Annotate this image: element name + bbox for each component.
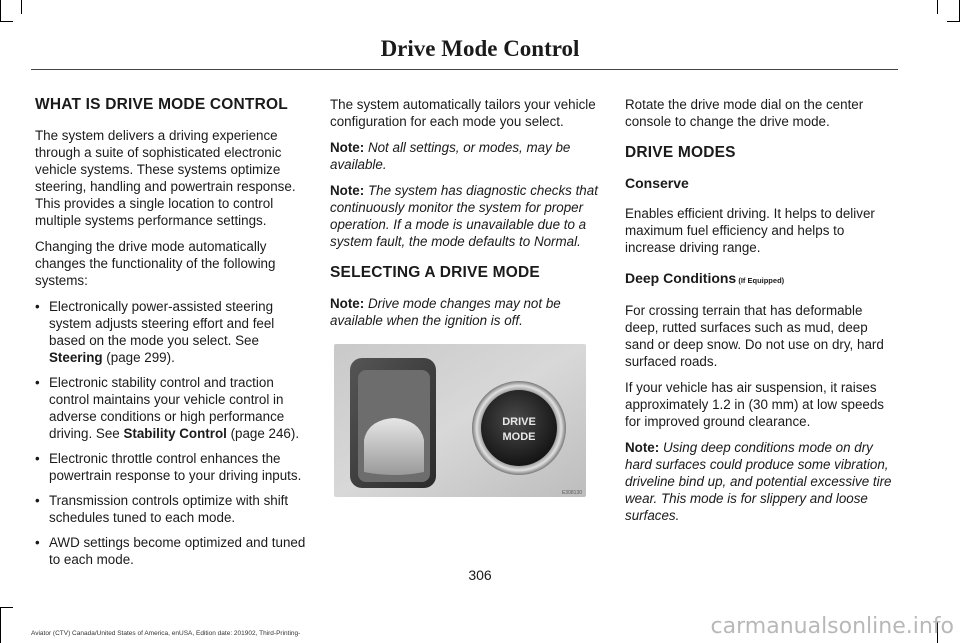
crop-mark xyxy=(947,21,960,22)
page-number: 306 xyxy=(468,567,492,583)
section-heading: WHAT IS DRIVE MODE CONTROL xyxy=(35,96,288,113)
list-item-text: Electronically power-assisted steering system adjusts steering effort and feel based on the mode you select. See xyxy=(49,299,275,348)
paragraph: Changing the drive mode automatically changes the functionality of the following systems: xyxy=(35,239,276,288)
crop-mark xyxy=(0,607,1,643)
image-code: E308130 xyxy=(561,490,582,496)
note-label: Note: xyxy=(330,296,365,311)
note xyxy=(330,182,602,250)
column-2 xyxy=(330,96,602,338)
list-item xyxy=(35,492,307,526)
list-item xyxy=(35,298,307,366)
section-heading: SELECTING A DRIVE MODE xyxy=(330,264,540,281)
steering-link[interactable]: Steering xyxy=(49,350,103,365)
column-3 xyxy=(625,96,897,533)
crop-mark xyxy=(21,0,22,14)
subsection-title: Deep Conditions xyxy=(625,270,737,286)
note-label: Note: xyxy=(330,140,365,155)
button-label-line1: DRIVE xyxy=(502,416,536,428)
subsection-heading xyxy=(625,270,897,289)
list-item-text: AWD settings become optimized and tuned to each mode. xyxy=(49,535,306,567)
header-rule xyxy=(31,69,898,70)
note xyxy=(625,439,897,524)
note-label: Note: xyxy=(330,183,365,198)
page-title: Drive Mode Control xyxy=(380,36,580,61)
list-item-text: Electronic throttle control enhances the powertrain response to your driving inputs. xyxy=(49,451,302,483)
shifter-lever xyxy=(364,418,424,475)
list-item xyxy=(35,374,307,442)
note-text: Using deep conditions mode on dry hard surfaces could produce some vibration, driveline bind up, and potential excessive tire wear. This mode is for slippery and loose surfaces. xyxy=(625,440,892,523)
note-text: The system has diagnostic checks that continuously monitor the system for proper operation. If a mode is unavailable due to a system fault, the mode defaults to Normal. xyxy=(330,183,598,249)
bullet: • xyxy=(35,375,40,390)
bullet: • xyxy=(35,535,40,550)
systems-list xyxy=(35,298,307,568)
note-text: Not all settings, or modes, may be available. xyxy=(330,140,571,172)
crop-mark xyxy=(937,0,938,14)
watermark: carmanualsonline.info xyxy=(710,614,954,639)
note xyxy=(330,295,602,329)
paragraph: Rotate the drive mode dial on the center console to change the drive mode. xyxy=(625,97,864,129)
section-heading: DRIVE MODES xyxy=(625,144,736,161)
list-item xyxy=(35,534,307,568)
subsection-heading: Conserve xyxy=(625,175,689,191)
note xyxy=(330,139,602,173)
crop-mark xyxy=(0,607,13,608)
page-ref: (page 299). xyxy=(102,350,175,365)
stability-control-link[interactable]: Stability Control xyxy=(123,426,227,441)
list-item-text: Transmission controls optimize with shift schedules tuned to each mode. xyxy=(49,493,289,525)
list-item-text: Electronic stability control and traction control maintains your vehicle control in adverse conditions or high performance driving. See xyxy=(49,375,285,441)
bullet: • xyxy=(35,451,40,466)
paragraph: For crossing terrain that has deformable deep, rutted surfaces such as mud, deep sand or deep snow. Do not use on dry, hard surfaced roads. xyxy=(625,303,884,369)
footer-text: Aviator (CTV) Canada/United States of America, enUSA, Edition date: 201902, Third-Printing- xyxy=(31,630,301,637)
paragraph: Enables efficient driving. It helps to deliver maximum fuel efficiency and helps to increase driving range. xyxy=(625,206,875,255)
column-1 xyxy=(35,96,307,576)
drive-mode-button-image xyxy=(334,344,586,497)
page-ref: (page 246). xyxy=(226,426,300,441)
paragraph: If your vehicle has air suspension, it raises approximately 1.2 in (30 mm) at low speeds for improved ground clearance. xyxy=(625,380,884,429)
note-text: Drive mode changes may not be available when the ignition is off. xyxy=(330,296,561,328)
list-item xyxy=(35,450,307,484)
bullet: • xyxy=(35,299,40,314)
paragraph: The system delivers a driving experience through a suite of sophisticated electronic vehicle systems. These systems optimize steering, handling and powertrain response. This provides a single location to control multiple systems performance settings. xyxy=(35,128,296,228)
if-equipped-tag: (If Equipped) xyxy=(736,276,785,285)
paragraph: The system automatically tailors your vehicle configuration for each mode you select. xyxy=(330,97,596,129)
drive-mode-button xyxy=(481,390,557,466)
crop-mark xyxy=(0,0,1,21)
button-label-line2: MODE xyxy=(502,431,536,443)
note-label: Note: xyxy=(625,440,660,455)
crop-mark xyxy=(0,21,13,22)
bullet: • xyxy=(35,493,40,508)
